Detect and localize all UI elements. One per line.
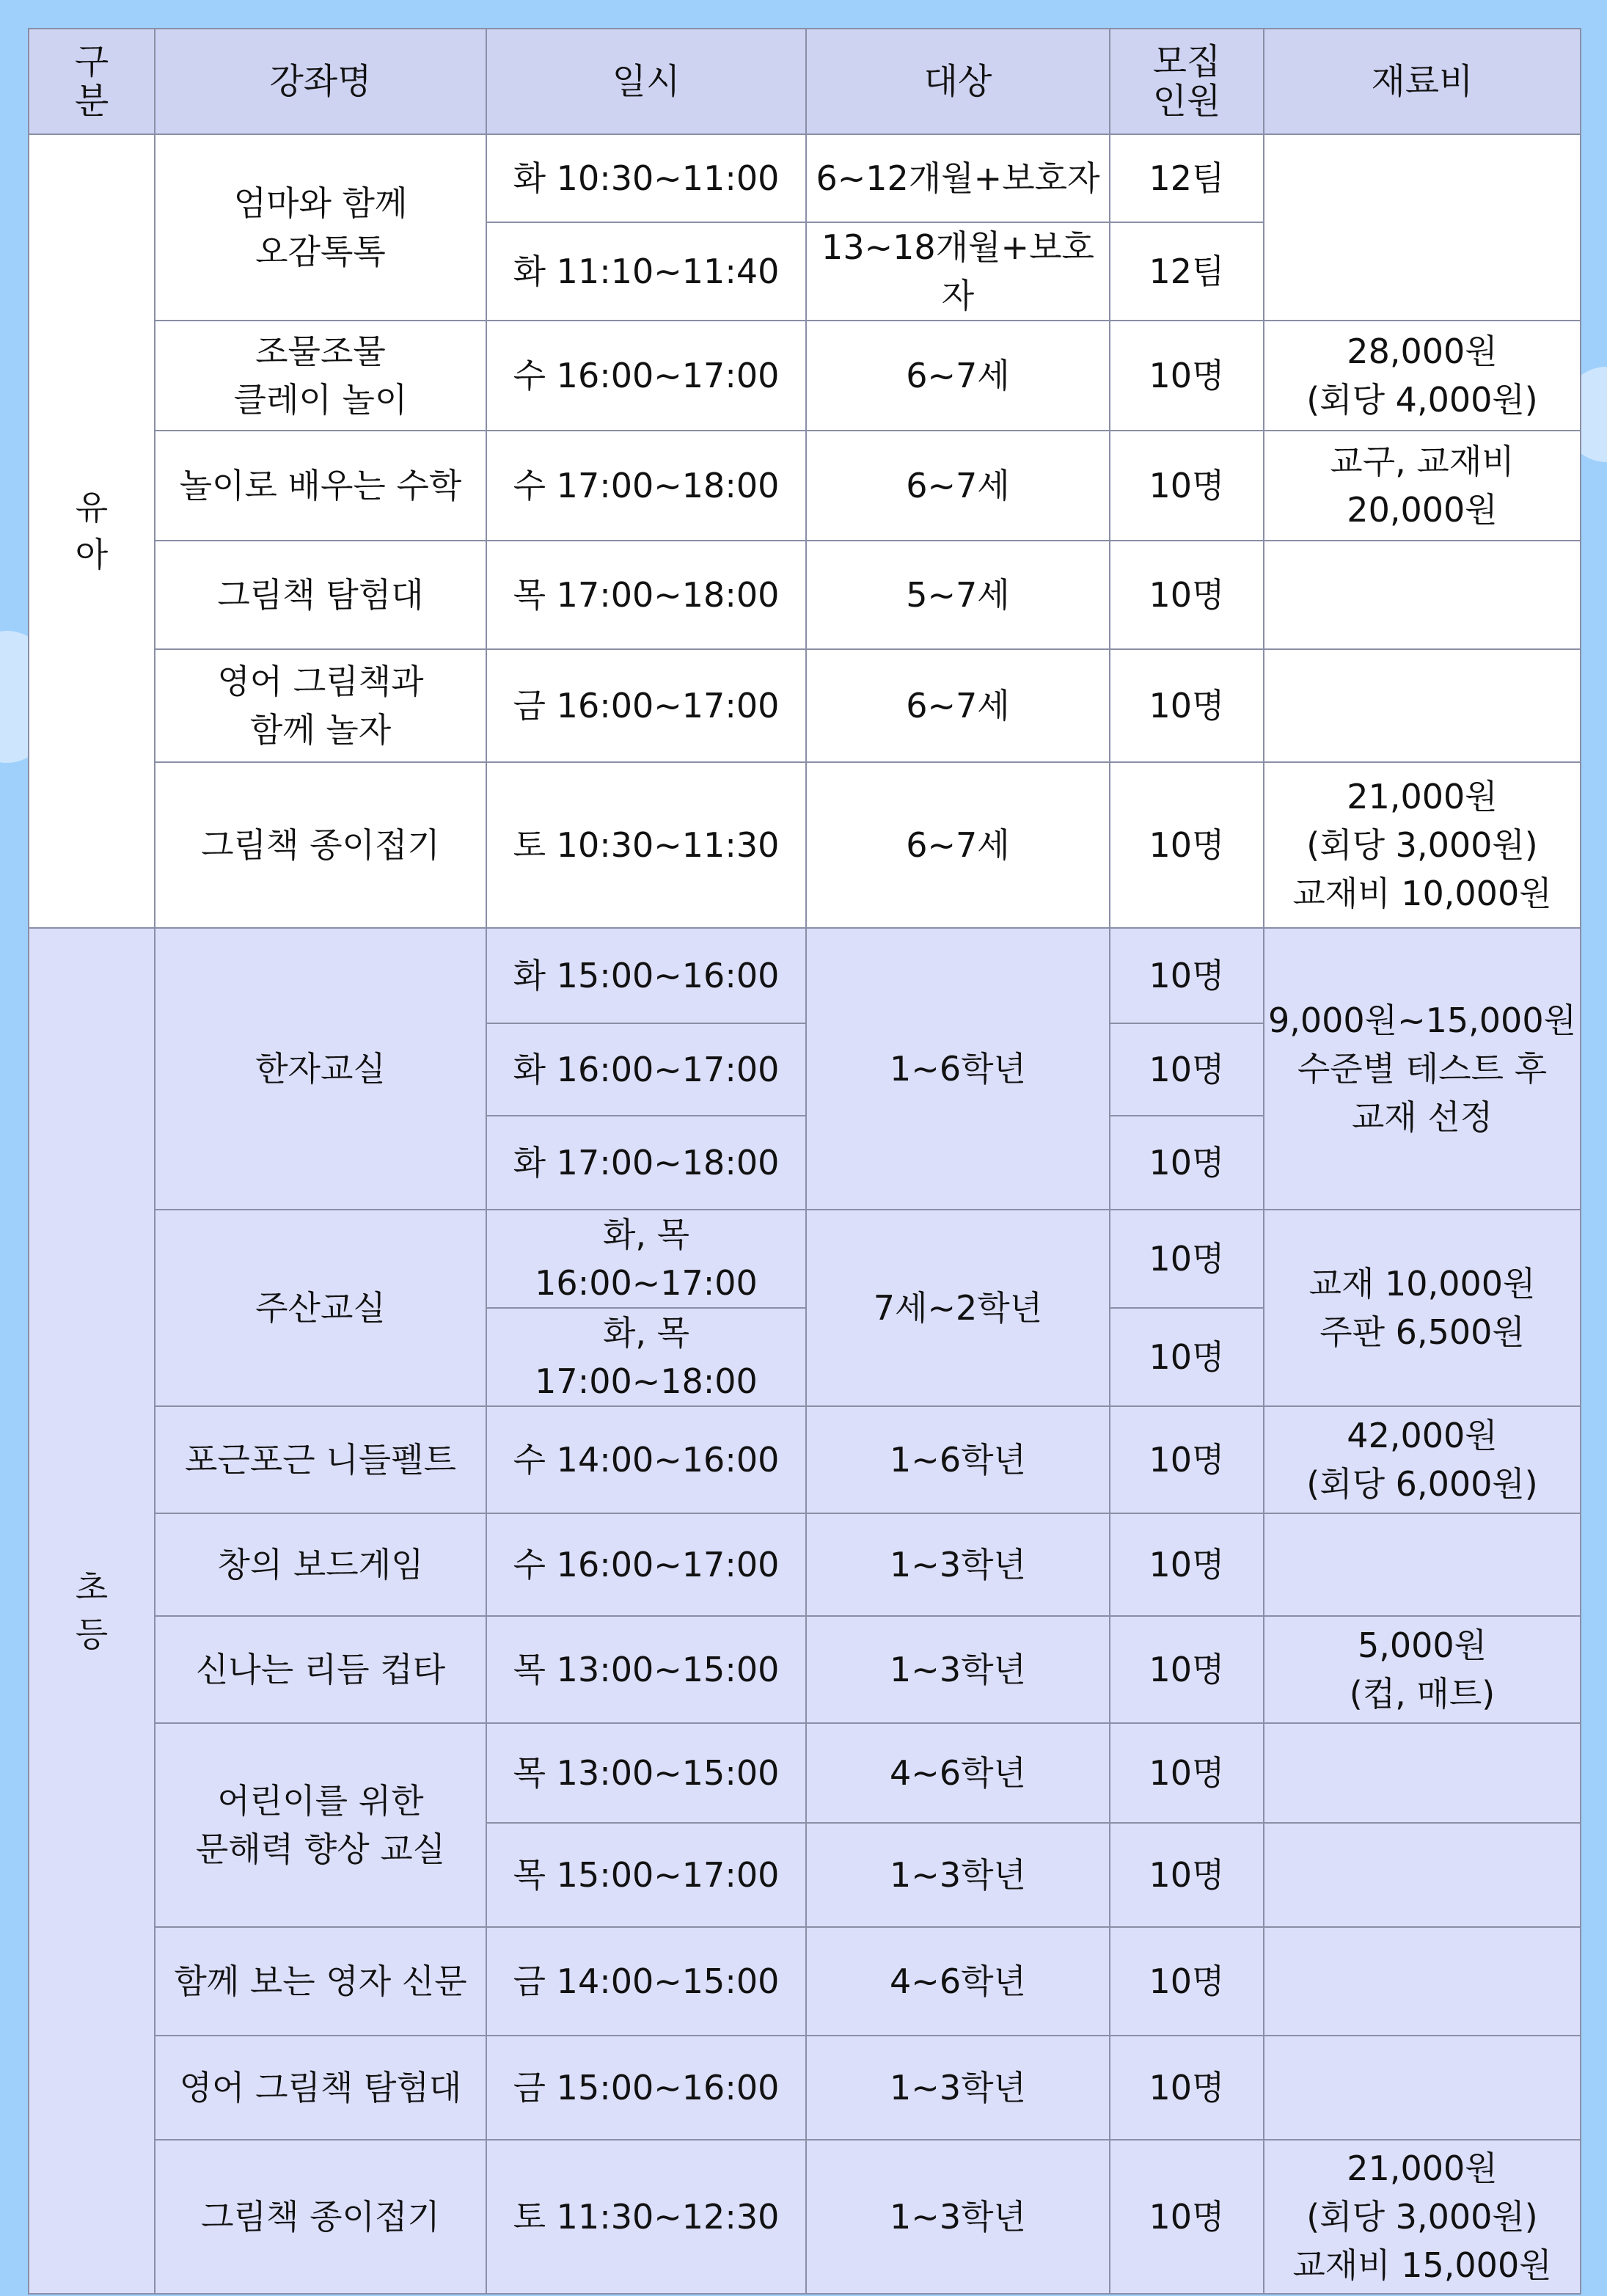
target-cell: 6~7세	[806, 762, 1110, 928]
target-cell: 1~3학년	[806, 1823, 1110, 1927]
schedule-cell: 토 11:30~12:30	[486, 2140, 806, 2294]
capacity-cell: 10명	[1110, 1616, 1264, 1723]
table-row	[29, 1723, 1581, 1823]
schedule-cell: 목 13:00~15:00	[486, 1723, 806, 1823]
capacity-cell: 10명	[1110, 1308, 1264, 1406]
capacity-cell: 10명	[1110, 1513, 1264, 1616]
capacity-cell: 10명	[1110, 1116, 1264, 1210]
fee-cell	[1264, 1513, 1581, 1616]
preschool-group	[29, 134, 1581, 928]
target-cell: 6~12개월+보호자	[806, 134, 1110, 222]
schedule-cell: 금 16:00~17:00	[486, 649, 806, 762]
capacity-cell: 10명	[1110, 928, 1264, 1023]
capacity-cell: 12팀	[1110, 134, 1264, 222]
fee-cell	[1264, 2036, 1581, 2140]
course-name: 주산교실	[155, 1210, 486, 1406]
table-row	[29, 321, 1581, 431]
target-cell: 5~7세	[806, 541, 1110, 649]
fee-cell	[1264, 1723, 1581, 1823]
schedule-cell: 수 16:00~17:00	[486, 321, 806, 431]
fee-cell	[1264, 649, 1581, 762]
schedule-cell: 화 17:00~18:00	[486, 1116, 806, 1210]
header-category: 구 분	[29, 29, 155, 134]
target-cell: 13~18개월+보호자	[806, 222, 1110, 321]
schedule-cell: 화 15:00~16:00	[486, 928, 806, 1023]
fee-cell: 교재 10,000원 주판 6,500원	[1264, 1210, 1581, 1406]
fee-cell	[1264, 1927, 1581, 2036]
capacity-cell: 10명	[1110, 321, 1264, 431]
fee-cell: 9,000원~15,000원 수준별 테스트 후 교재 선정	[1264, 928, 1581, 1210]
course-name: 엄마와 함께 오감톡톡	[155, 134, 486, 321]
header-target: 대상	[806, 29, 1110, 134]
table-row	[29, 762, 1581, 928]
table-row	[29, 1927, 1581, 2036]
course-name: 신나는 리듬 컵타	[155, 1616, 486, 1723]
schedule-cell: 목 15:00~17:00	[486, 1823, 806, 1927]
fee-cell: 42,000원 (회당 6,000원)	[1264, 1406, 1581, 1513]
schedule-cell: 금 14:00~15:00	[486, 1927, 806, 2036]
course-name: 한자교실	[155, 928, 486, 1210]
course-name: 영어 그림책과 함께 놀자	[155, 649, 486, 762]
target-cell: 1~6학년	[806, 1406, 1110, 1513]
capacity-cell: 10명	[1110, 2140, 1264, 2294]
table-row	[29, 649, 1581, 762]
course-name: 놀이로 배우는 수학	[155, 431, 486, 541]
capacity-cell: 10명	[1110, 649, 1264, 762]
header-capacity: 모집 인원	[1110, 29, 1264, 134]
course-name: 어린이를 위한 문해력 향상 교실	[155, 1723, 486, 1927]
header-fee: 재료비	[1264, 29, 1581, 134]
course-name: 그림책 종이접기	[155, 2140, 486, 2294]
schedule-cell: 화, 목 17:00~18:00	[486, 1308, 806, 1406]
fee-cell: 5,000원 (컵, 매트)	[1264, 1616, 1581, 1723]
course-name: 그림책 종이접기	[155, 762, 486, 928]
schedule-cell: 금 15:00~16:00	[486, 2036, 806, 2140]
capacity-cell: 12팀	[1110, 222, 1264, 321]
capacity-cell: 10명	[1110, 1823, 1264, 1927]
target-cell: 1~3학년	[806, 1616, 1110, 1723]
schedule-cell: 목 13:00~15:00	[486, 1616, 806, 1723]
header-course-name: 강좌명	[155, 29, 486, 134]
fee-cell	[1264, 134, 1581, 321]
table-row	[29, 1210, 1581, 1308]
fee-cell	[1264, 541, 1581, 649]
table-row	[29, 431, 1581, 541]
elementary-group	[29, 928, 1581, 2294]
course-name: 조물조물 클레이 놀이	[155, 321, 486, 431]
schedule-cell: 수 16:00~17:00	[486, 1513, 806, 1616]
category-preschool: 유 아	[29, 134, 155, 928]
capacity-cell: 10명	[1110, 541, 1264, 649]
target-cell: 1~3학년	[806, 1513, 1110, 1616]
table-row	[29, 1406, 1581, 1513]
schedule-cell: 수 14:00~16:00	[486, 1406, 806, 1513]
table-row	[29, 928, 1581, 1023]
target-cell: 7세~2학년	[806, 1210, 1110, 1406]
target-cell: 4~6학년	[806, 1927, 1110, 2036]
capacity-cell: 10명	[1110, 431, 1264, 541]
course-schedule-table	[28, 28, 1581, 2295]
fee-cell	[1264, 1823, 1581, 1927]
schedule-cell: 화 16:00~17:00	[486, 1023, 806, 1116]
capacity-cell: 10명	[1110, 1210, 1264, 1308]
capacity-cell: 10명	[1110, 1023, 1264, 1116]
course-name: 포근포근 니들펠트	[155, 1406, 486, 1513]
table-row	[29, 1513, 1581, 1616]
capacity-cell: 10명	[1110, 2036, 1264, 2140]
fee-cell: 21,000원 (회당 3,000원) 교재비 15,000원	[1264, 2140, 1581, 2294]
course-name: 창의 보드게임	[155, 1513, 486, 1616]
capacity-cell: 10명	[1110, 1927, 1264, 2036]
fee-cell: 21,000원 (회당 3,000원) 교재비 10,000원	[1264, 762, 1581, 928]
capacity-cell: 10명	[1110, 1406, 1264, 1513]
fee-cell: 교구, 교재비 20,000원	[1264, 431, 1581, 541]
target-cell: 6~7세	[806, 321, 1110, 431]
target-cell: 6~7세	[806, 431, 1110, 541]
course-name: 영어 그림책 탐험대	[155, 2036, 486, 2140]
header-row	[29, 29, 1581, 134]
target-cell: 4~6학년	[806, 1723, 1110, 1823]
schedule-cell: 화 10:30~11:00	[486, 134, 806, 222]
schedule-cell: 화, 목 16:00~17:00	[486, 1210, 806, 1308]
schedule-cell: 수 17:00~18:00	[486, 431, 806, 541]
capacity-cell: 10명	[1110, 1723, 1264, 1823]
schedule-cell: 화 11:10~11:40	[486, 222, 806, 321]
course-name: 그림책 탐험대	[155, 541, 486, 649]
table-row	[29, 541, 1581, 649]
fee-cell: 28,000원 (회당 4,000원)	[1264, 321, 1581, 431]
category-elementary: 초 등	[29, 928, 155, 2294]
target-cell: 1~6학년	[806, 928, 1110, 1210]
table-row	[29, 134, 1581, 222]
schedule-cell: 토 10:30~11:30	[486, 762, 806, 928]
table-row	[29, 1616, 1581, 1723]
target-cell: 1~3학년	[806, 2140, 1110, 2294]
table-row	[29, 2140, 1581, 2294]
table-row	[29, 2036, 1581, 2140]
course-name: 함께 보는 영자 신문	[155, 1927, 486, 2036]
target-cell: 6~7세	[806, 649, 1110, 762]
capacity-cell: 10명	[1110, 762, 1264, 928]
header-schedule: 일시	[486, 29, 806, 134]
target-cell: 1~3학년	[806, 2036, 1110, 2140]
schedule-cell: 목 17:00~18:00	[486, 541, 806, 649]
